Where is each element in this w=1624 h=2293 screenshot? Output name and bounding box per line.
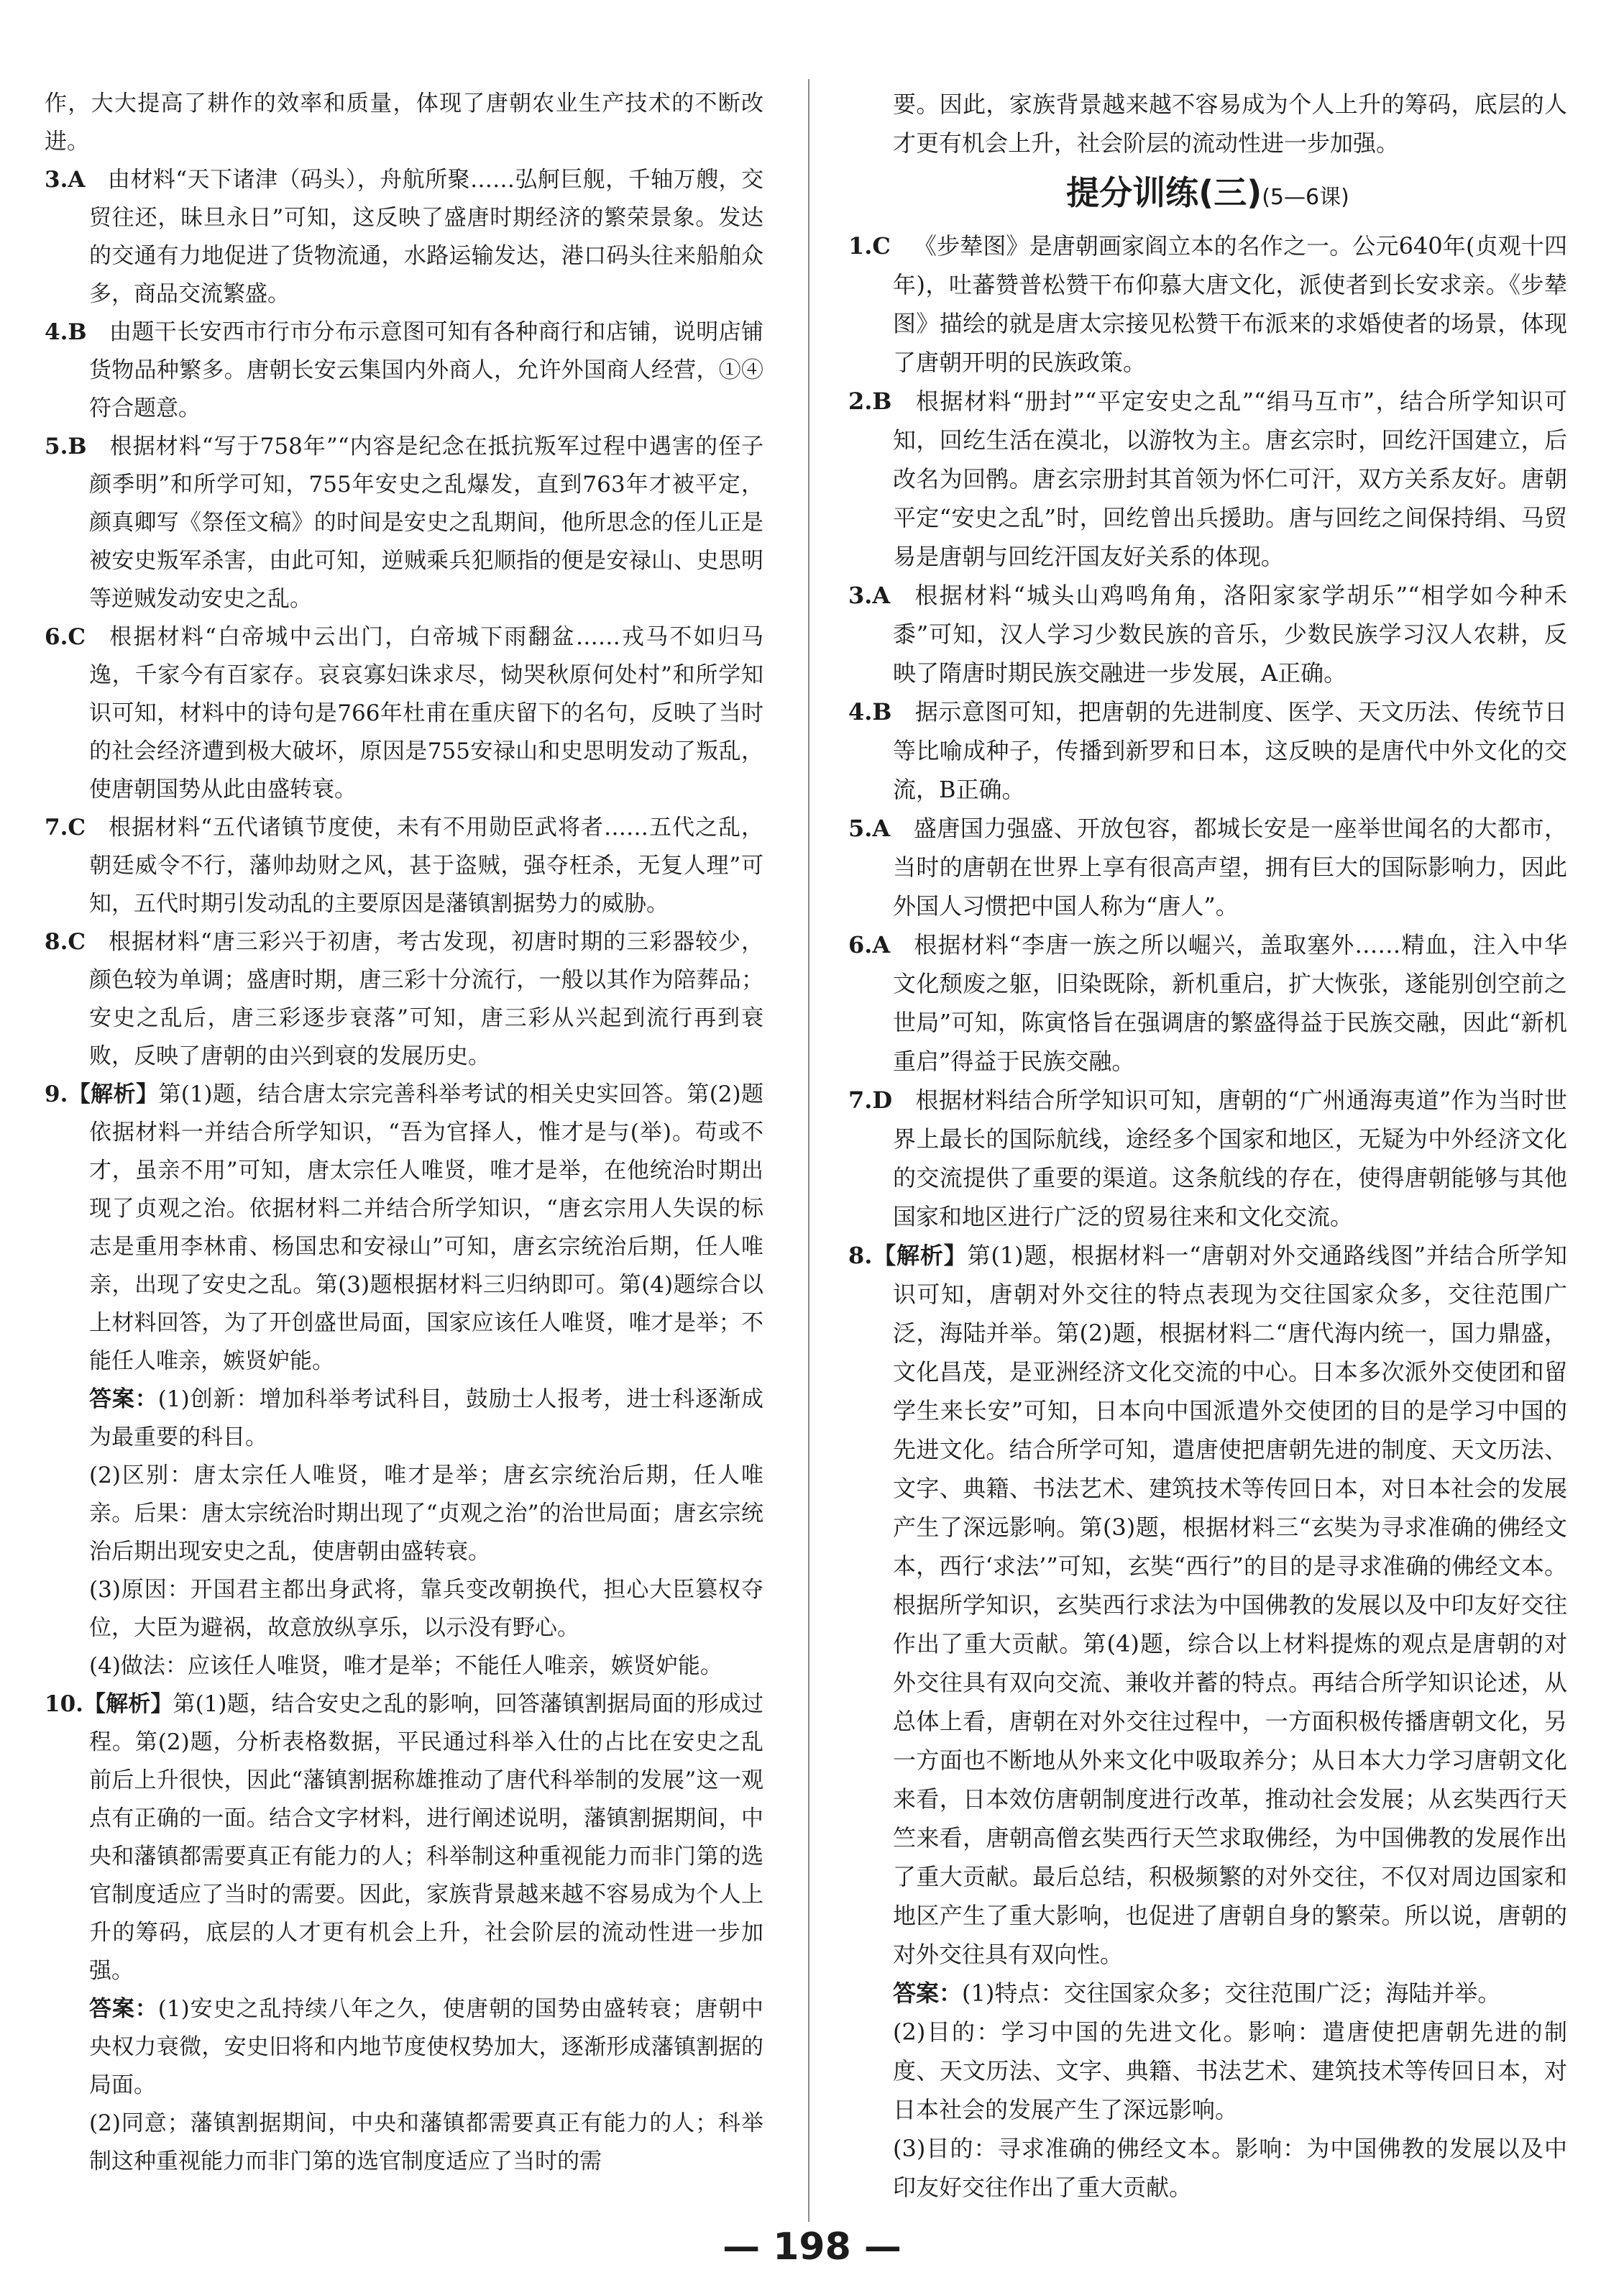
question-8 [45, 923, 763, 1076]
page-number: — 198 — [722, 2225, 902, 2269]
left-column [45, 85, 763, 2181]
answer-line: (3)原因：开国君主都出身武将，靠兵变改朝换代，担心大臣篡权夺位，大臣为避祸，故意放纵享乐，以示没有野心。 [89, 1577, 763, 1641]
question-number: 3. [848, 582, 873, 609]
question-5 [45, 428, 763, 618]
right-column [848, 85, 1567, 2207]
question-8 [848, 1236, 1567, 1974]
answer-line: (1)安史之乱持续八年之久，使唐朝的国势由盛转衰；唐朝中央权力衰微，安史旧将和内地节度使权势加大，逐渐形成藩镇割据的局面。 [89, 1996, 763, 2098]
question-7 [45, 809, 763, 923]
explanation-text: 由题干长安西市行市分布示意图可知有各种商行和店铺，说明店铺货物品种繁多。唐朝长安云集国内外商人，允许外国商人经营，①④符合题意。 [89, 319, 763, 421]
explanation-text: 根据材料“城头山鸡鸣角角，洛阳家家学胡乐”“相学如今种禾黍”可知，汉人学习少数民族的音乐，少数民族学习汉人农耕，反映了隋唐时期民族交融进一步发展，A正确。 [893, 582, 1567, 687]
answer-letter: B [68, 434, 87, 459]
question-number: 9. [45, 1081, 68, 1107]
explanation-text: 盛唐国力强盛、开放包容，都城长安是一座举世闻名的大都市，当时的唐朝在世界上享有很高声望，拥有巨大的国际影响力，因此外国人习惯把中国人称为“唐人”。 [893, 815, 1567, 920]
analysis-label: 【解析】 [68, 1081, 159, 1107]
question-number: 8. [45, 929, 68, 955]
question-9 [45, 1076, 763, 1381]
explanation-text: 由材料“天下诸津（码头），舟航所聚……弘舸巨舰，千轴万艘，交贸往还，昧旦永日”可知，这反映了盛唐时期经济的繁荣景象。发达的交通有力地促进了货物流通，水路运输发达，港口码头往来船舶众多，商品交流繁盛。 [89, 167, 763, 307]
answer-label: 答案： [893, 1980, 963, 2007]
answer-letter: B [872, 388, 892, 415]
question-2 [848, 382, 1567, 576]
answer-letter: D [872, 1086, 893, 1114]
question-6 [45, 618, 763, 809]
answer-line: (1)创新：增加科举考试科目，鼓励士人报考，进士科逐渐成为最重要的科目。 [89, 1386, 763, 1450]
answer-line: (2)目的：学习中国的先进文化。影响：遣唐使把唐朝先进的制度、天文历法、文字、典籍、书法艺术、建筑技术等传回日本，对日本社会的发展产生了深远影响。 [893, 2018, 1567, 2123]
answer-letter: B [872, 698, 892, 726]
question-7 [848, 1081, 1567, 1236]
answer-label: 答案： [89, 1996, 158, 2022]
question-10 [45, 1685, 763, 1990]
explanation-text: 根据材料“唐三彩兴于初唐，考古发现，初唐时期的三彩器较少，颜色较为单调；盛唐时期，唐三彩十分流行，一般以其作为陪葬品；安史之乱后，唐三彩逐步衰落”可知，唐三彩从兴起到流行再到衰败，反映了唐朝的由兴到衰的发展历史。 [89, 929, 763, 1069]
answer-label: 答案： [89, 1386, 158, 1412]
question-6 [848, 925, 1567, 1081]
answer-line: (3)目的：寻求准确的佛经文本。影响：为中国佛教的发展以及中印友好交往作出了重大贡献。 [893, 2135, 1567, 2201]
section-subtitle: (5—6课) [1262, 185, 1349, 210]
question-number: 7. [45, 815, 68, 841]
question-1 [848, 226, 1567, 382]
answer-letter: A [872, 815, 891, 842]
explanation-text: 根据材料结合所学知识可知，唐朝的“广州通海夷道”作为当时世界上最长的国际航线，途经多个国家和地区，无疑为中外经济文化的交流提供了重要的渠道。这条航线的存在，使得唐朝能够与其他国家和地区进行广泛的贸易往来和文化交流。 [893, 1086, 1567, 1230]
explanation-text: 根据材料“写于758年”“内容是纪念在抵抗叛军过程中遇害的侄子颜季明”和所学可知，755年安史之乱爆发，直到763年才被平定，颜真卿写《祭侄文稿》的时间是安史之乱期间，他所思念的侄儿正是被安史叛军杀害，由此可知，逆贼乘兵犯顺指的便是安禄山、史思明等逆贼发动安史之乱。 [89, 434, 763, 612]
question-number: 8. [848, 1242, 873, 1269]
answer-letter: C [68, 815, 86, 841]
question-number: 4. [848, 698, 873, 726]
question-number: 3. [45, 167, 68, 193]
left-intro-text: 作，大大提高了耕作的效率和质量，体现了唐朝农业生产技术的不断改进。 [45, 91, 763, 155]
answer-letter: C [872, 232, 891, 260]
answer-letter: A [68, 167, 86, 193]
answer-letter: C [68, 624, 86, 650]
question-number: 5. [848, 815, 873, 842]
explanation-text: 根据材料“五代诸镇节度使，未有不用勋臣武将者……五代之乱，朝廷威令不行，藩帅劫财之风，甚于盗贼，强夺枉杀，无复人理”可知，五代时期引发动乱的主要原因是藩镇割据势力的威胁。 [89, 815, 763, 917]
question-3 [45, 161, 763, 313]
explanation-text: 《步辇图》是唐朝画家阎立本的名作之一。公元640年(贞观十四年)，吐蕃赞普松赞干布仰慕大唐文化，派使者到长安求亲。《步辇图》描绘的就是唐太宗接见松赞干布派来的求婚使者的场景，体现了唐朝开明的民族政策。 [893, 232, 1567, 376]
answer-letter: A [872, 931, 891, 958]
question-number: 6. [848, 931, 873, 958]
explanation-text: 据示意图可知，把唐朝的先进制度、医学、天文历法、传统节日等比喻成种子，传播到新罗和日本，这反映的是唐代中外文化的交流，B正确。 [893, 698, 1567, 803]
answer-letter: A [872, 582, 891, 609]
question-4 [45, 313, 763, 428]
section-title-text: 提分训练(三) [1066, 173, 1262, 212]
explanation-text: 第(1)题，结合安史之乱的影响，回答藩镇割据局面的形成过程。第(2)题，分析表格数据，平民通过科举入仕的占比在安史之乱前后上升很快，因此“藩镇割据称雄推动了唐代科举制的发展”这一观点有正确的一面。结合文字材料，进行阐述说明，藩镇割据期间，中央和藩镇都需要真正有能力的人；科举制这种重视能力而非门第的选官制度适应了当时的需要。因此，家族背景越来越不容易成为个人上升的筹码，底层的人才更有机会上升，社会阶层的流动性进一步加强。 [89, 1691, 763, 1984]
explanation-text: 根据材料“李唐一族之所以崛兴，盖取塞外……精血，注入中华文化颓废之躯，旧染既除，新机重启，扩大恢张，遂能别创空前之世局”可知，陈寅恪旨在强调唐的繁盛得益于民族交融，因此“新机重启”得益于民族交融。 [893, 931, 1567, 1075]
question-number: 7. [848, 1086, 873, 1114]
right-intro-text: 要。因此，家族背景越来越不容易成为个人上升的筹码，底层的人才更有机会上升，社会阶层的流动性进一步加强。 [893, 91, 1567, 157]
explanation-text: 第(1)题，结合唐太宗完善科举考试的相关史实回答。第(2)题依据材料一并结合所学知识，“吾为官择人，惟才是与(举)。苟或不才，虽亲不用”可知，唐太宗任人唯贤，唯才是举，在他统治时期出现了贞观之治。依据材料二并结合所学知识，“唐玄宗用人失误的标志是重用李林甫、杨国忠和安禄山”可知，唐玄宗统治后期，任人唯亲，出现了安史之乱。第(3)题根据材料三归纳即可。第(4)题综合以上材料回答，为了开创盛世局面，国家应该任人唯贤，唯才是举；不能任人唯亲，嫉贤妒能。 [89, 1081, 763, 1374]
analysis-label: 【解析】 [83, 1691, 173, 1717]
explanation-text: 第(1)题，根据材料一“唐朝对外交通路线图”并结合所学知识可知，唐朝对外交往的特点表现为交往国家众多，交往范围广泛，海陆并举。第(2)题，根据材料二“唐代海内统一，国力鼎盛，文化昌茂，是亚洲经济文化交流的中心。日本多次派外交使团和留学生来长安”可知，日本向中国派遣外交使团的目的是学习中国的先进文化。结合所学可知，遣唐使把唐朝先进的制度、天文历法、文字、典籍、书法艺术、建筑技术等传回日本，对日本社会的发展产生了深远影响。第(3)题，根据材料三“玄奘为寻求准确的佛经文本，西行‘求法’”可知，玄奘“西行”的目的是寻求准确的佛经文本。根据所学知识，玄奘西行求法为中国佛教的发展以及中印友好交往作出了重大贡献。第(4)题，综合以上材料提炼的观点是唐朝的对外交往具有双向交流、兼收并蓄的特点。再结合所学知识论述，从总体上看，唐朝在对外交往过程中，一方面积极传播唐朝文化，另一方面也不断地从外来文化中吸取养分；从日本大力学习唐朝文化来看，日本效仿唐朝制度进行改革，推动社会发展；从玄奘西行天竺来看，唐朝高僧玄奘西行天竺求取佛经，为中国佛教的发展作出了重大贡献。最后总结，积极频繁的对外交往，不仅对周边国家和地区产生了重大影响，也促进了唐朝自身的繁荣。所以说，唐朝的对外交往具有双向性。 [893, 1242, 1567, 1968]
question-number: 4. [45, 319, 68, 345]
answer-line: (1)特点：交往国家众多；交往范围广泛；海陆并举。 [962, 1980, 1501, 2007]
section-title [848, 167, 1567, 224]
analysis-label: 【解析】 [872, 1242, 968, 1269]
question-number: 5. [45, 434, 68, 459]
answer-block [45, 1381, 763, 1457]
answer-line: (2)区别：唐太宗任人唯贤，唯才是举；唐玄宗统治后期，任人唯亲。后果：唐太宗统治时期出现了“贞观之治”的治世局面；唐玄宗统治后期出现安史之乱，使唐朝由盛转衰。 [89, 1463, 763, 1565]
explanation-text: 根据材料“册封”“平定安史之乱”“绢马互市”，结合所学知识可知，回纥生活在漠北，以游牧为主。唐玄宗时，回纥汗国建立，后改名为回鹘。唐玄宗册封其首领为怀仁可汗，双方关系友好。唐朝平定“安史之乱”时，回纥曾出兵援助。唐与回纥之间保持绢、马贸易是唐朝与回纥汗国友好关系的体现。 [893, 388, 1567, 570]
answer-block [848, 1974, 1567, 2013]
question-number: 10. [45, 1691, 83, 1717]
column-divider [808, 79, 809, 2222]
question-number: 6. [45, 624, 68, 650]
question-number: 1. [848, 232, 873, 260]
explanation-text: 根据材料“白帝城中云出门，白帝城下雨翻盆……戎马不如归马逸，千家今有百家存。哀哀寡妇诛求尽，恸哭秋原何处村”和所学知识可知，材料中的诗句是766年杜甫在重庆留下的名句，反映了当时的社会经济遭到极大破坏，原因是755安禄山和史思明发动了叛乱，使唐朝国势从此由盛转衰。 [89, 624, 763, 802]
question-number: 2. [848, 388, 873, 415]
question-3 [848, 576, 1567, 692]
answer-line: (2)同意；藩镇割据期间，中央和藩镇都需要真正有能力的人；科举制这种重视能力而非门第的选官制度适应了当时的需 [89, 2110, 763, 2174]
answer-line: (4)做法：应该任人唯贤，唯才是举；不能任人唯亲，嫉贤妒能。 [89, 1653, 722, 1679]
question-4 [848, 692, 1567, 809]
question-5 [848, 809, 1567, 925]
answer-letter: B [68, 319, 87, 345]
answer-block [45, 1990, 763, 2105]
answer-letter: C [68, 929, 86, 955]
